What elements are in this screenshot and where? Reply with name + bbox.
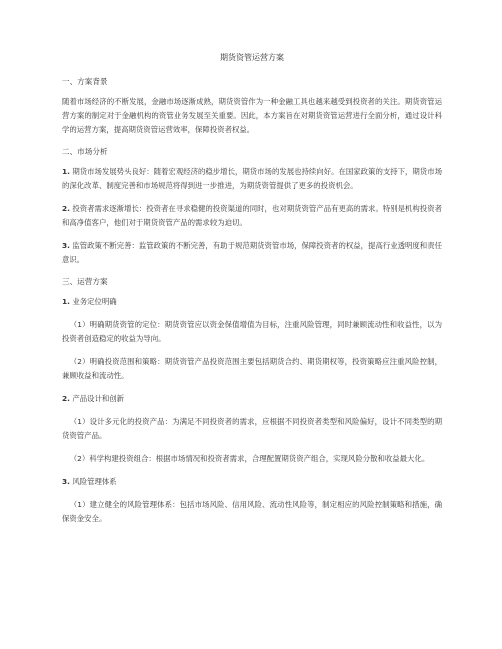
plan-group-2-sub-1: （1）设计多元化的投资产品：为满足不同投资者的需求，应根据不同投资者类型和风险偏好，设计不同类型的期货资管产品。 [62,417,442,440]
section-heading-background: 一、方案背景 [62,77,108,86]
plan-group-3-label: 风险管理体系 [72,477,117,486]
plan-group-1-sub-2: （2）明确投资范围和策略：期货资管产品投资范围主要包括期货合约、期货期权等，投资策略应注重风险控制，兼顾收益和流动性。 [62,357,442,380]
market-item-2 [62,202,442,230]
plan-group-1-label: 业务定位明确 [72,297,117,306]
plan-group-2-number: 2. [62,394,70,403]
section-heading-market-analysis: 二、市场分析 [62,147,108,156]
plan-group-2-sub-2: （2）科学构建投资组合：根据市场情况和投资者需求，合理配置期货资产组合，实现风险分散和收益最大化。 [69,454,430,463]
plan-group-2-label: 产品设计和创新 [72,394,125,403]
plan-group-1-number: 1. [62,297,70,306]
plan-group-1-title [62,295,442,309]
market-item-1 [62,165,442,193]
market-item-1-number: 1. [62,167,70,176]
market-item-3 [62,239,442,267]
plan-group-2-title [62,392,442,406]
market-item-1-text: 期货市场发展势头良好：随着宏观经济的稳步增长，期货市场的发展也持续向好。在国家政策的支持下，期货市场的深化改革、制度完善和市场规范将得到进一步推进，为期货资管提供了更多的投资机会。 [62,167,442,190]
section-heading-operation-plan: 三、运营方案 [62,277,108,286]
plan-group-3-sub-1: （1）建立健全的风险管理体系：包括市场风险、信用风险、流动性风险等，制定相应的风险控制策略和措施，确保资金安全。 [62,500,442,523]
market-item-2-number: 2. [62,204,70,213]
plan-group-3-number: 3. [62,477,70,486]
market-item-3-number: 3. [62,241,70,250]
plan-group-1-sub-1: （1）明确期货资管的定位：期货资管应以资金保值增值为目标，注重风险管理，同时兼顾流动性和收益性，以为投资者创造稳定的收益为导向。 [62,320,442,343]
document-title: 期货资管运营方案 [220,53,284,62]
plan-group-3-title [62,475,442,489]
background-paragraph: 随着市场经济的不断发展，金融市场逐渐成熟，期货资管作为一种金融工具也越来越受到投资者的关注。期货资管运营方案的制定对于金融机构的资管业务发展至关重要。因此，本方案旨在对期货资管运营进行全面分析，通过设计科学的运营方案，提高期货资管运营效率，保障投资者权益。 [62,97,442,134]
market-item-2-text: 投资者需求逐渐增长：投资者在寻求稳健的投资渠道的同时，也对期货资管产品有更高的需求。特别是机构投资者和高净值客户，他们对于期货资管产品的需求较为迫切。 [62,204,442,227]
market-item-3-text: 监管政策不断完善：监管政策的不断完善，有助于规范期货资管市场，保障投资者的权益，提高行业透明度和责任意识。 [62,241,442,264]
